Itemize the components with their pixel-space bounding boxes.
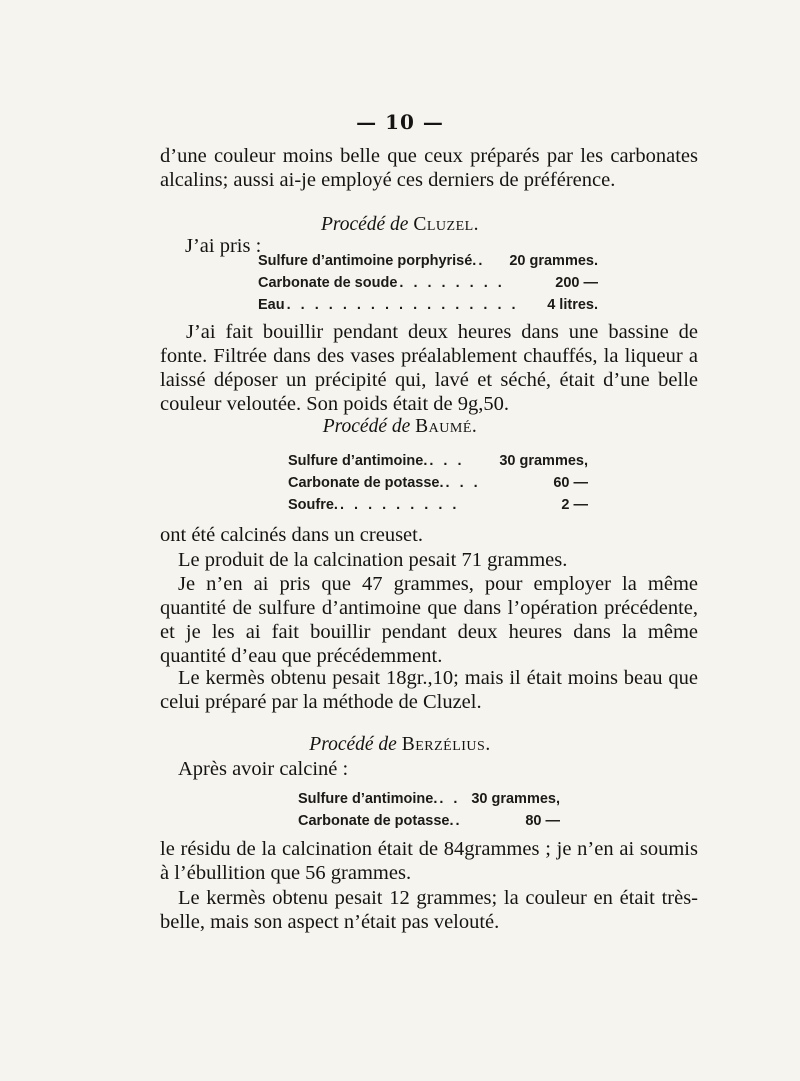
ingredient-quantity: 80 — [525,813,560,829]
ingredient-quantity: 60 — [553,475,588,491]
paragraph-7: Le kermès obtenu pesait 18gr.,10; mais il était moins beau que celui préparé par la méthode de Cluzel. [160,667,698,713]
recipe-row [288,494,588,516]
ingredient-name: Carbonate de soude [258,275,398,291]
recipe-row [288,472,588,494]
heading-prefix: Procédé de [322,416,411,437]
heading-author: Cluzel. [413,214,480,235]
recipe-row [258,294,598,316]
ingredient-name: Carbonate de potasse. [298,813,454,829]
heading-prefix: Procédé de [309,734,397,755]
ingredient-name: Sulfure d’antimoine. [298,791,438,807]
paragraph-10: Le kermès obtenu pesait 12 grammes; la couleur en était très-belle, mais son aspect n’était pas velouté. [160,887,698,933]
heading-author: Berzélius. [401,734,491,755]
recipe-row [298,810,560,832]
leader-dots: . [478,253,486,269]
paragraph-5: Le produit de la calcination pesait 71 grammes. [178,549,568,571]
ingredient-quantity: 2 — [561,497,588,513]
leader-dots: . . . . . . . . [399,275,505,291]
ingredient-name: Carbonate de potasse. [288,475,444,491]
recipe-row [258,250,598,272]
heading-prefix: Procédé de [320,214,409,235]
heading-cluzel [0,214,800,236]
paragraph-9: le résidu de la calcination était de 84grammes ; je n’en ai soumis à l’ébullition que 56 grammes. [160,838,698,884]
paragraph-4: ont été calcinés dans un creuset. [160,524,423,546]
recipe-baume [288,450,588,516]
ingredient-name: Sulfure d’antimoine porphyrisé. [258,253,477,269]
ingredient-quantity: 30 grammes, [471,791,560,807]
recipe-row [288,450,588,472]
leader-dots: . . [439,791,461,807]
ingredient-name: Soufre. [288,497,338,513]
leader-dots: . . . . . . . . . [339,497,460,513]
leader-dots: . [455,813,463,829]
ingredient-quantity: 200 — [555,275,598,291]
page-number: — 10 — [356,110,444,134]
ingredient-quantity: 20 grammes. [509,253,598,269]
recipe-row [258,272,598,294]
leader-dots: . . . [445,475,481,491]
paragraph-1: d’une couleur moins belle que ceux préparés par les carbonates alcalins; aussi ai-je employé ces derniers de préférence. [160,145,698,191]
ingredient-quantity: 4 litres. [547,297,598,313]
ingredient-quantity: 30 grammes, [499,453,588,469]
leader-dots: . . . [429,453,465,469]
heading-baume [0,416,800,438]
recipe-row [298,788,560,810]
paragraph-3: J’ai fait bouillir pendant deux heures dans une bassine de fonte. Filtrée dans des vases préalablement chauffés, la liqueur a laissé déposer un précipité qui, lavé et séché, était d’une belle couleur veloutée. Son poids était de 9g,50. [160,321,698,415]
recipe-berzelius [298,788,560,832]
paragraph-intro-berzelius: Après avoir calciné : [178,758,349,780]
heading-berzelius [0,734,800,756]
paragraph-6: Je n’en ai pris que 47 grammes, pour employer la même quantité de sulfure d’antimoine que dans l’opération précédente, et je les ai fait bouillir pendant deux heures dans la même quantité d’eau que précédemment. [160,573,698,667]
ingredient-name: Eau [258,297,285,313]
heading-author: Baumé. [415,416,478,437]
paragraph-intro-cluzel: J’ai pris : [185,235,262,257]
recipe-cluzel [258,250,598,316]
ingredient-name: Sulfure d’antimoine. [288,453,428,469]
leader-dots: . . . . . . . . . . . . . . . . . [286,297,519,313]
